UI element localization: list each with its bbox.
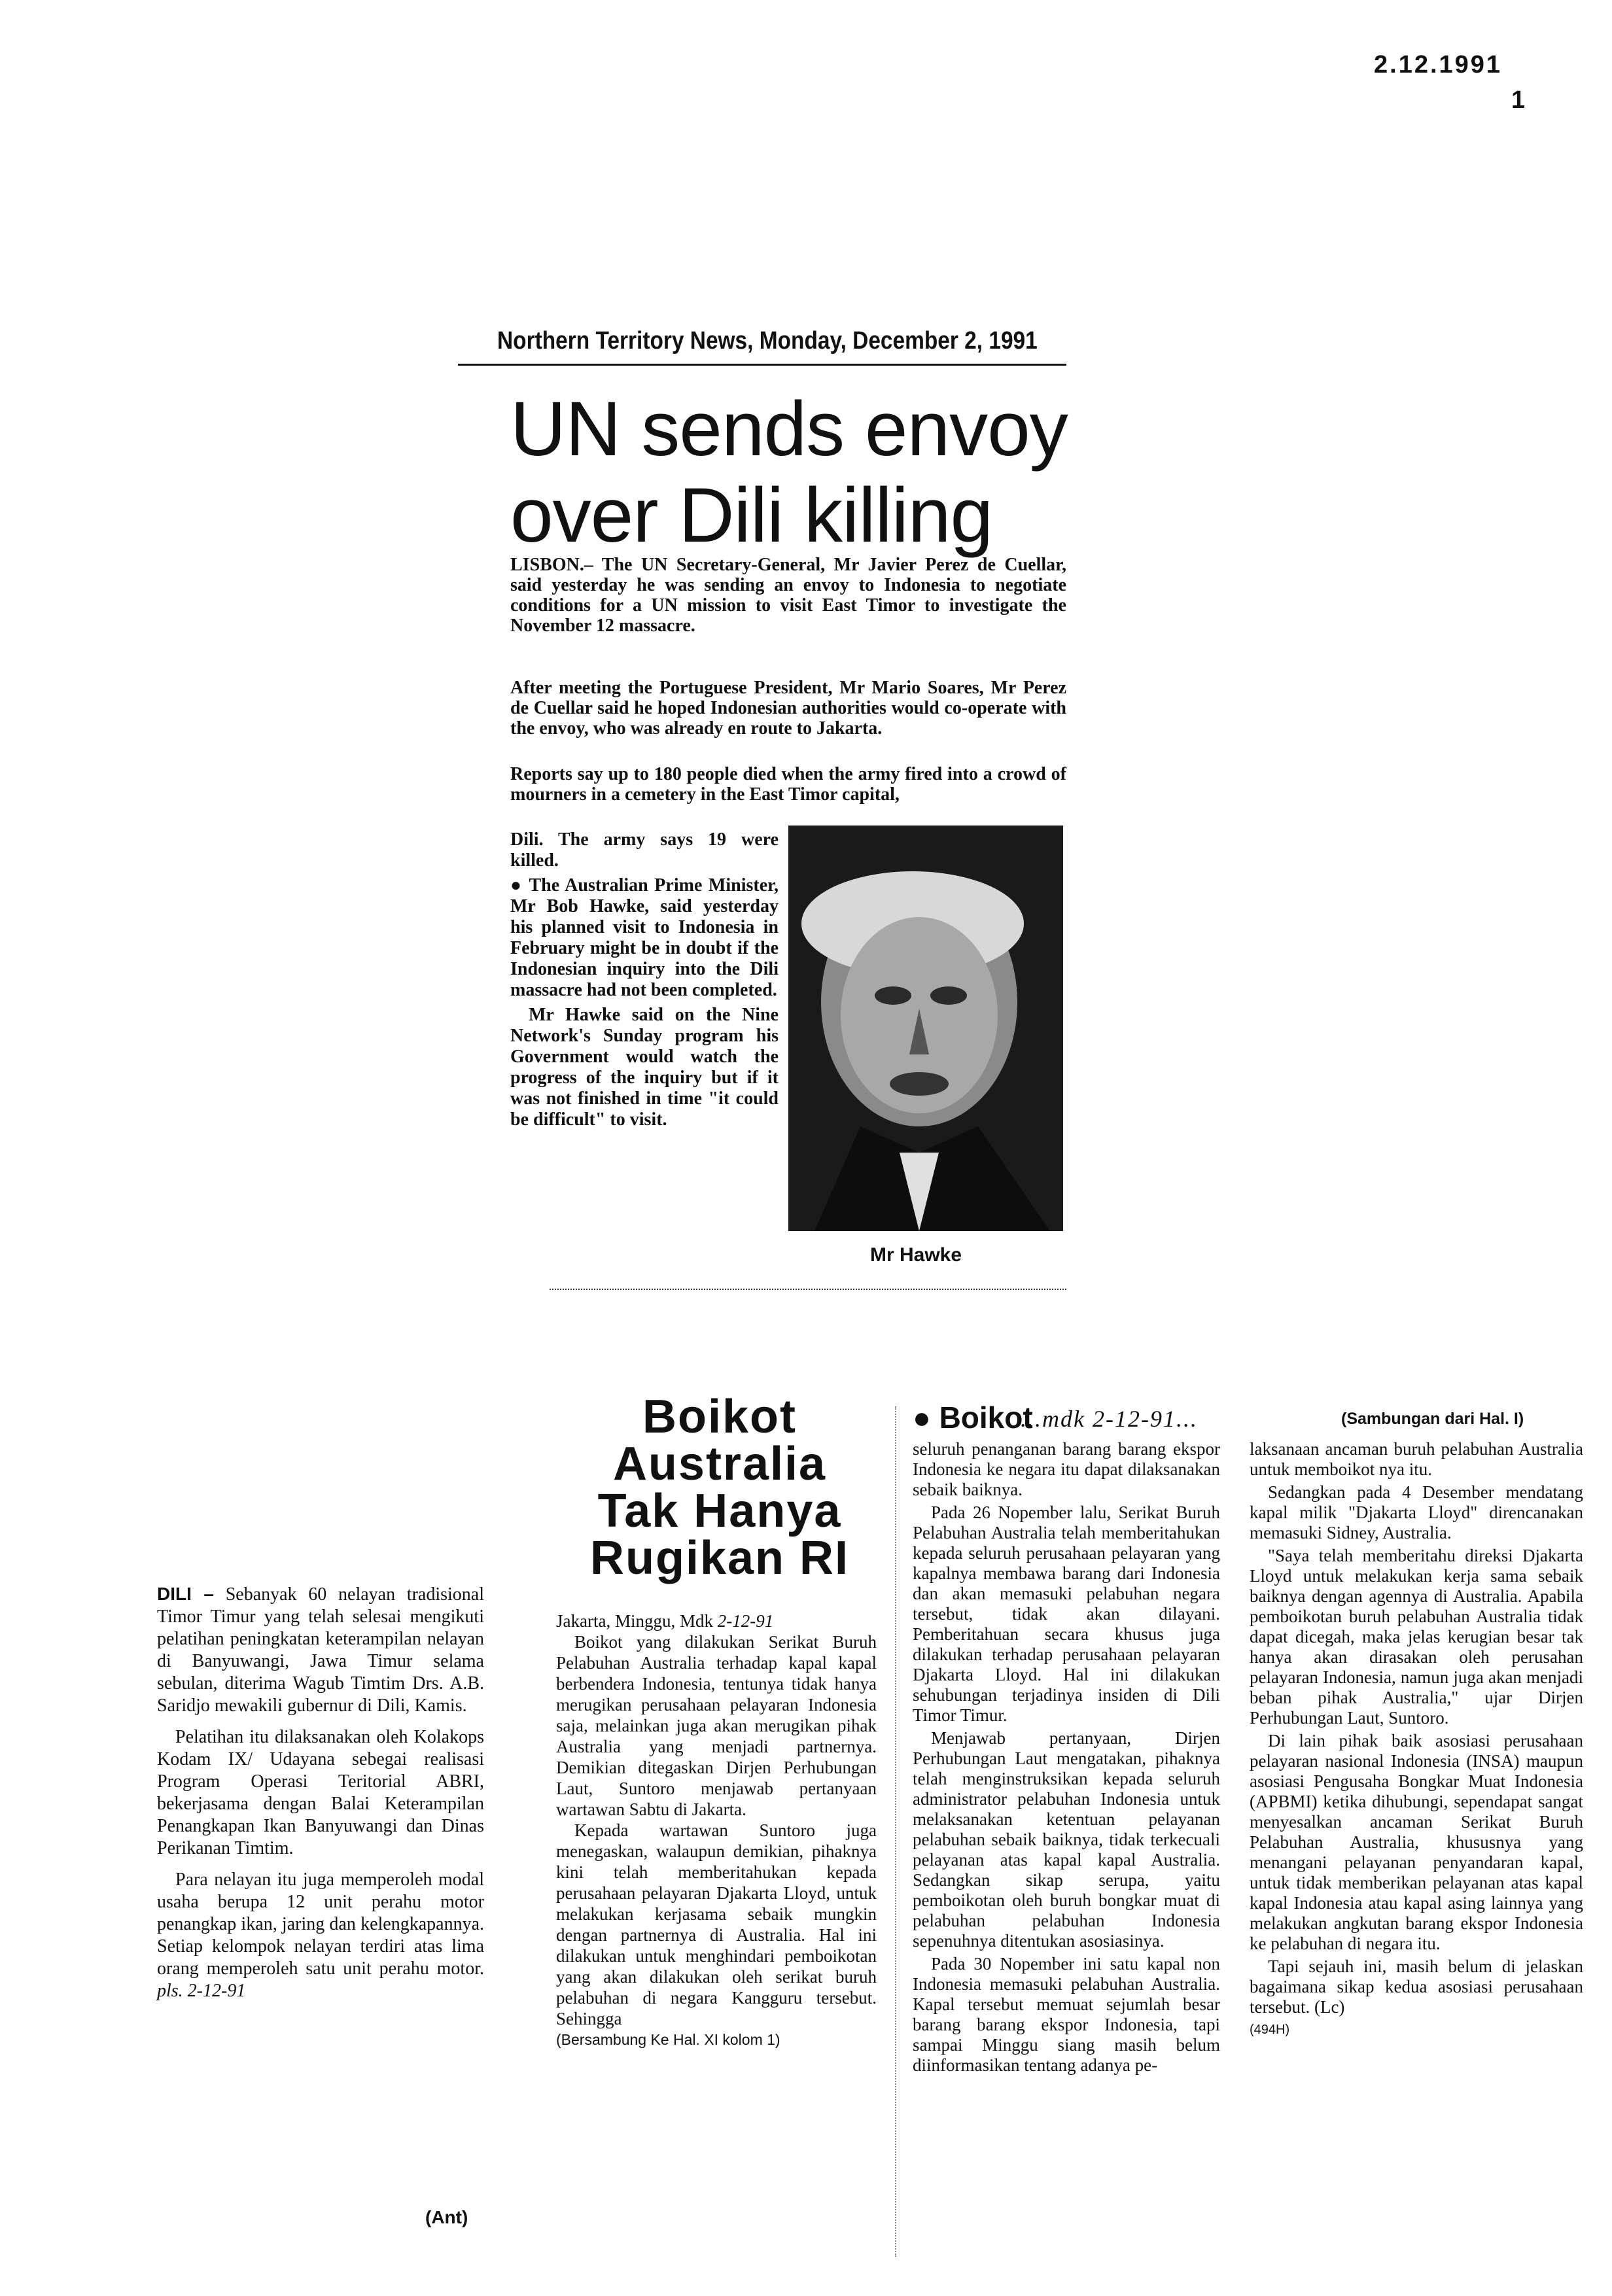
continuation-column-2	[1250, 1439, 1583, 2043]
continuation-note: (Bersambung Ke Hal. XI kolom 1)	[556, 2031, 780, 2048]
column-divider	[895, 1406, 899, 2257]
dateline: DILI –	[157, 1584, 214, 1604]
continuation-column-1	[913, 1439, 1220, 2078]
headline-line-2: Australia	[612, 1438, 827, 1490]
article-paragraph: Dili. The army says 19 were killed.	[510, 829, 779, 871]
boikot-headline	[550, 1393, 890, 1582]
article-paragraph	[157, 1583, 484, 1717]
boikot-article-body	[556, 1610, 877, 2050]
headline-line-3: Tak Hanya	[597, 1485, 842, 1537]
article-paragraph: Tapi sejauh ini, masih belum di jelaskan bagaimana sikap kedua asosiasi perusahaan tersebut. (Lc)	[1250, 1957, 1583, 2017]
article-paragraph: Boikot yang dilakukan Serikat Buruh Pelabuhan Australia terhadap kapal kapal berbendera Indonesia, tentunya tidak hanya merugikan perusahaan pelayaran Indonesia saja, melainkan juga akan merugikan pihak Australia yang menjadi partnernya. Demikian ditegaskan Dirjen Perhubungan Laut, Suntoro menjawab pertanyaan wartawan Sabtu di Jakarta.	[556, 1632, 877, 1819]
article-lead: LISBON.– The UN Secretary-General, Mr Javier Perez de Cuellar, said yesterday he was sending an envoy to Indonesia to negotiate conditions for a UN mission to visit East Timor to investigate the November 12 massacre.	[510, 555, 1066, 636]
article-paragraph: Sedangkan pada 4 Desember mendatang kapal milik "Djakarta Lloyd" direncanakan memasuki Sidney, Australia.	[1250, 1482, 1583, 1542]
archive-page-number: 1	[1511, 86, 1526, 114]
headline-line-4: Rugikan RI	[589, 1532, 850, 1584]
article-paragraph: Reports say up to 180 people died when the army fired into a crowd of mourners in a cemetery in the East Timor capital,	[510, 764, 1066, 805]
dateline	[556, 1610, 877, 1631]
article-paragraph	[157, 1869, 484, 2002]
clipping-divider	[550, 1289, 1066, 1290]
article-paragraph: Pada 26 Nopember lalu, Serikat Buruh Pelabuhan Australia telah memberitahukan kepada seluruh perusahaan pelayaran yang kapalnya membawa barang dari Indonesia dan akan memasuki pelabuhan negara tersebut, tidak akan dilayani. Pemberitahuan secara khusus juga dilakukan terhadap perusahaan pelayaran Djakarta Lloyd. Hal ini dilakukan sehubungan terjadinya insiden di Dili Timor Timur.	[913, 1503, 1220, 1725]
photo-caption: Mr Hawke	[870, 1244, 962, 1266]
article-paragraph: Kepada wartawan Suntoro juga menegaskan, walaupun demikian, pihaknya kini telah memberitahukan kepada perusahaan pelayaran Djakarta Lloyd, untuk melakukan kerjasama sebaik mungkin dengan partnernya di Australia. Hal ini dilakukan untuk menghindari pemboikotan yang akan dilakukan oleh serikat buruh pelabuhan di negara Kangguru tersebut. Sehingga	[556, 1820, 877, 2028]
article-signature: (494H)	[1250, 2023, 1290, 2037]
paragraph-text: Para nelayan itu juga memperoleh modal usaha berupa 12 unit perahu motor penangkap ikan, jaring dan kelengkapannya. Setiap kelompok nelayan terdiri atas lima orang memperoleh satu unit perahu motor.	[157, 1870, 484, 1979]
continuation-headline: ● Boikot	[913, 1400, 1033, 1435]
article-paragraph: Pelatihan itu dilaksanakan oleh Kolakops Kodam IX/ Udayana sebegai realisasi Program Operasi Teritorial ABRI, bekerjasama dengan Balai Keterampilan Penangkapan Ikan Banyuwangi dan Dinas Perikanan Timtim.	[157, 1727, 484, 1858]
hawke-photo	[788, 826, 1063, 1231]
handwritten-note: 2-12-91	[717, 1611, 774, 1631]
handwritten-note: pls. 2-12-91	[157, 1981, 246, 2001]
article-column	[510, 829, 779, 1134]
handwritten-note: ...mdk 2-12-91...	[1021, 1406, 1198, 1432]
article-paragraph: laksanaan ancaman buruh pelabuhan Australia untuk memboikot nya itu.	[1250, 1439, 1583, 1479]
article-paragraph: "Saya telah memberitahu direksi Djakarta Lloyd untuk melakukan kerja sama sebaik baiknya dengan agennya di Australia. Apabila pemboikotan buruh pelabuhan Australia tidak dapat dicegah, maka jelas kerugian besar tak hanya akan dirasakan oleh perusahan pelayaran Indonesia, namun juga akan menjadi beban pihak Australia," ujar Dirjen Perhubungan Laut, Suntoro.	[1250, 1546, 1583, 1728]
article-paragraph: Menjawab pertanyaan, Dirjen Perhubungan Laut mengatakan, pihaknya telah menginstruksikan kepada seluruh administrator pelabuhan Indonesia untuk melaksanakan ketentuan pelayanan pelabuhan sebaik baiknya, tidak terkecuali pelayanan atas kapal kapal Australia. Sedangkan sikap serupa, yaitu pemboikotan oleh buruh bongkar muat di pelabuhan pelabuhan Indonesia sepenuhnya ditentukan asosiasinya.	[913, 1728, 1220, 1951]
dateline-text: Jakarta, Minggu, Mdk	[556, 1611, 713, 1631]
portrait-illustration	[788, 826, 1063, 1231]
headline-line-2: over Dili killing	[510, 472, 993, 559]
headline-line-1: Boikot	[642, 1391, 797, 1443]
headline-line-1: UN sends envoy	[510, 386, 1068, 472]
article-paragraph: Pada 30 Nopember ini satu kapal non Indonesia memasuki pelabuhan Australia. Kapal tersebut memuat sejumlah besar barang barang ekspor Indonesia, tapi sampai Minggu siang masih belum diinformasikan tentang adanya pe-	[913, 1954, 1220, 2075]
article-paragraph: seluruh penanganan barang barang ekspor Indonesia ke negara itu dapat dilaksanakan sebaik baiknya.	[913, 1439, 1220, 1499]
article-paragraph: After meeting the Portuguese President, Mr Mario Soares, Mr Perez de Cuellar said he hoped Indonesian authorities would co-operate with the envoy, who was already en route to Jakarta.	[510, 678, 1066, 739]
continuation-source: (Sambungan dari Hal. I)	[1341, 1410, 1524, 1428]
article-paragraph: Mr Hawke said on the Nine Network's Sunday program his Government would watch the progress of the inquiry but if it was not finished in time "it could be difficult" to visit.	[510, 1005, 779, 1130]
masthead-rule	[458, 364, 1066, 366]
article-paragraph: ● The Australian Prime Minister, Mr Bob Hawke, said yesterday his planned visit to Indonesia in February might be in doubt if the Indonesian inquiry into the Dili massacre had not been completed.	[510, 875, 779, 1000]
agency-credit: (Ant)	[425, 2207, 468, 2227]
newspaper-masthead: Northern Territory News, Monday, December 2, 1991	[497, 327, 1038, 355]
paragraph-text: Sebanyak 60 nelayan tradisional Timor Timur yang telah selesai mengikuti pelatihan peningkatan keterampilan nelayan di Banyuwangi, Jawa Timur selama sebulan, diterima Wagub Timtim Drs. A.B. Saridjo mewakili gubernur di Dili, Kamis.	[157, 1584, 484, 1716]
fishermen-article	[157, 1583, 484, 2011]
article-paragraph: Di lain pihak baik asosiasi perusahaan pelayaran nasional Indonesia (INSA) maupun asosiasi Pengusaha Bongkar Muat Indonesia (APBMI) ketika dihubungi, sependapat sangat menyesalkan ancaman Serikat Buruh Pelabuhan Australia, khususnya yang menangani pelayanan penyandaran kapal, untuk tidak memberikan pelayanan atas kapal kapal Indonesia atau kapal asing lainnya yang melakukan angkutan barang ekspor Indonesia ke pelabuhan di negara itu.	[1250, 1731, 1583, 1953]
article-headline	[510, 386, 1086, 559]
archive-date: 2.12.1991	[1374, 51, 1503, 78]
